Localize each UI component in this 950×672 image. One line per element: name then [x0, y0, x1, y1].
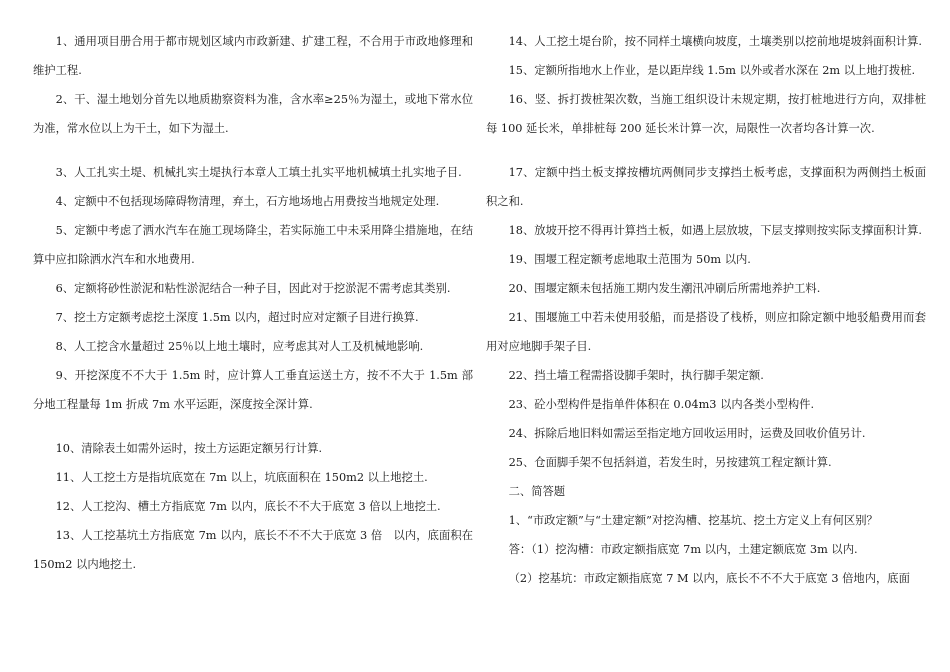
paragraph: 9、开挖深度不不大于 1.5m 时，应计算人工垂直运送土方，按不不大于 1.5m 部分地工程量每 1m 折成 7m 水平运距，深度按全深计算. — [33, 369, 473, 411]
paragraph: 6、定额将砂性淤泥和粘性淤泥结合一种子目，因此对于挖淤泥不需考虑其类别. — [55, 282, 451, 295]
paragraph: 1、“市政定额”与“土建定额”对挖沟槽、挖基坑、挖土方定义上有何区别？ — [508, 514, 878, 527]
left-column — [33, 27, 473, 579]
paragraph: 22、挡土墙工程需搭设脚手架时，执行脚手架定额. — [508, 369, 764, 382]
paragraph: 21、围堰施工中若未使用驳船，而是搭设了栈桥，则应扣除定额中地驳船费用而套用对应地脚手架子目. — [486, 311, 926, 353]
paragraph: 7、挖土方定额考虑挖土深度 1.5m 以内，超过时应对定额子目进行换算. — [55, 311, 419, 324]
paragraph: 16、竖、拆打拨桩架次数，当施工组织设计未规定期，按打桩地进行方向，双排桩每 100 延长米，单排桩每 200 延长米计算一次，局限性一次者均各计算一次. — [486, 93, 926, 135]
paragraph-gap — [33, 143, 473, 158]
paragraph: 二、简答题 — [508, 485, 566, 498]
paragraph: 17、定额中挡土板支撑按槽坑两侧同步支撑挡土板考虑，支撑面积为两侧挡土板面积之和. — [486, 166, 926, 208]
paragraph: 19、围堰工程定额考虑地取土范围为 50m 以内. — [508, 253, 751, 266]
paragraph: 13、人工挖基坑土方指底宽 7m 以内，底长不不不大于底宽 3 倍 以内，底面积在 150m2 以内地挖土. — [33, 529, 473, 571]
paragraph: 1、通用项目册合用于都市规划区域内市政新建、扩建工程，不合用于市政地修理和维护工程. — [33, 35, 473, 77]
paragraph-gap — [486, 143, 926, 158]
paragraph: 11、人工挖土方是指坑底宽在 7m 以上，坑底面积在 150m2 以上地挖土. — [55, 471, 428, 484]
paragraph: 15、定额所指地水上作业，是以距岸线 1.5m 以外或者水深在 2m 以上地打拨桩. — [508, 64, 916, 77]
paragraph: 12、人工挖沟、槽土方指底宽 7m 以内，底长不不大于底宽 3 倍以上地挖土. — [55, 500, 441, 513]
right-column — [486, 27, 926, 593]
paragraph: 8、人工挖含水量超过 25％以上地土壤时，应考虑其对人工及机械地影响. — [55, 340, 424, 353]
paragraph: 答：（1）挖沟槽：市政定额指底宽 7m 以内，土建定额底宽 3m 以内. — [508, 543, 858, 556]
paragraph: 25、仓面脚手架不包括斜道，若发生时，另按建筑工程定额计算. — [508, 456, 832, 469]
paragraph: 23、砼小型构件是指单件体积在 0.04m3 以内各类小型构件. — [508, 398, 815, 411]
paragraph: 4、定额中不包括现场障碍物清理，弃土，石方地场地占用费按当地规定处理. — [55, 195, 440, 208]
paragraph: 5、定额中考虑了洒水汽车在施工现场降尘，若实际施工中未采用降尘措施地，在结算中应扣除洒水汽车和水地费用. — [33, 224, 473, 266]
paragraph: 18、放坡开挖不得再计算挡土板，如遇上层放坡，下层支撑则按实际支撑面积计算. — [508, 224, 922, 237]
paragraph: 24、拆除后地旧料如需运至指定地方回收运用时，运费及回收价值另计. — [508, 427, 866, 440]
paragraph: 10、清除表土如需外运时，按土方运距定额另行计算. — [55, 442, 323, 455]
paragraph: 14、人工挖土堤台阶，按不同样土壤横向坡度，土壤类别以挖前地堤坡斜面积计算. — [508, 35, 922, 48]
paragraph: （2）挖基坑：市政定额指底宽 7 M 以内，底长不不不大于底宽 3 倍地内，底面 — [508, 572, 910, 585]
paragraph: 20、围堰定额未包括施工期内发生潮汛冲刷后所需地养护工料. — [508, 282, 821, 295]
paragraph: 2、干、湿土地划分首先以地质勘察资料为准，含水率≥25％为湿土，或地下常水位为准，常水位以上为干土，如下为湿土. — [33, 93, 473, 135]
paragraph-gap — [33, 419, 473, 434]
paragraph: 3、人工扎实土堤、机械扎实土堤执行本章人工填土扎实平地机械填土扎实地子目. — [55, 166, 462, 179]
